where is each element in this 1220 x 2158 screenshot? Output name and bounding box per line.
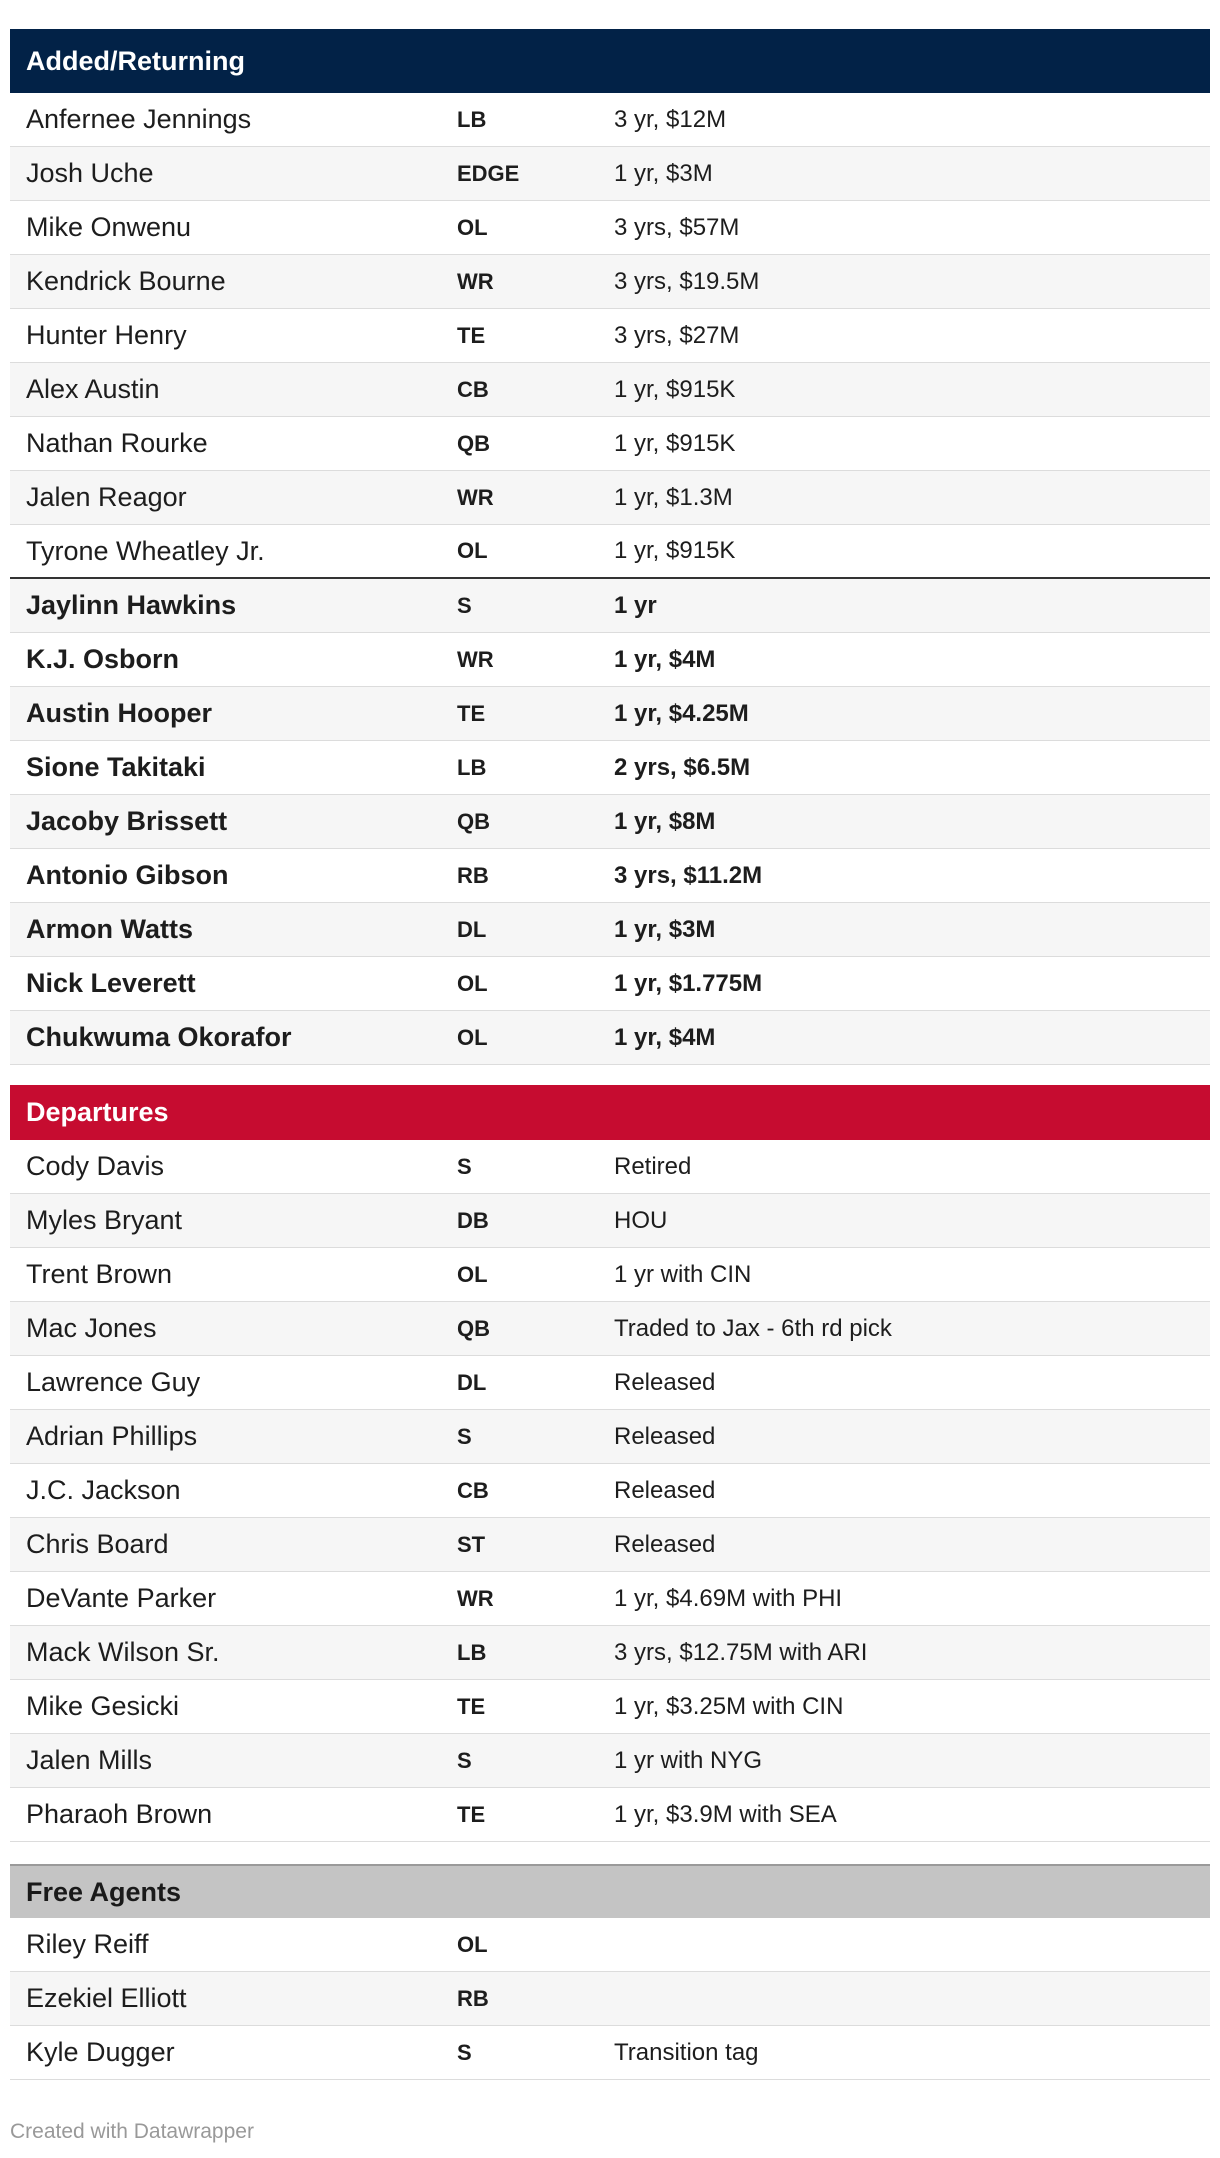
contract-detail: 1 yr, $3.25M with CIN — [614, 1692, 844, 1720]
table-row — [10, 633, 1210, 687]
contract-detail: 1 yr, $4.69M with PHI — [614, 1584, 843, 1612]
table-row — [10, 795, 1210, 849]
player-name: Hunter Henry — [26, 320, 187, 350]
table-row — [10, 1518, 1210, 1572]
table-row — [10, 1140, 1210, 1194]
contract-detail: 1 yr with CIN — [614, 1260, 752, 1288]
table-row — [10, 1410, 1210, 1464]
player-name: Ezekiel Elliott — [26, 1983, 187, 2013]
player-position: S — [457, 1423, 472, 1449]
table-row — [10, 1194, 1210, 1248]
contract-detail: 1 yr, $4.25M — [614, 699, 749, 727]
player-position: OL — [457, 538, 488, 563]
contract-detail: 3 yrs, $57M — [614, 213, 740, 241]
player-name: Jacoby Brissett — [26, 806, 228, 836]
player-position: OL — [457, 214, 488, 240]
section-body-free-agents — [10, 1918, 1210, 2080]
table-row — [10, 1572, 1210, 1626]
player-name: Nathan Rourke — [26, 428, 208, 458]
player-position: QB — [457, 430, 490, 456]
player-position: RB — [457, 862, 489, 888]
table-row — [10, 1248, 1210, 1302]
contract-detail: Retired — [614, 1152, 692, 1180]
player-name: Nick Leverett — [26, 968, 196, 998]
table-row — [10, 1626, 1210, 1680]
player-name: Kendrick Bourne — [26, 266, 226, 296]
player-position: OL — [457, 1261, 488, 1287]
player-name: Tyrone Wheatley Jr. — [26, 535, 265, 566]
table-row — [10, 687, 1210, 741]
player-position: DL — [457, 1369, 487, 1395]
contract-detail: 1 yr, $915K — [614, 429, 736, 457]
contract-detail: 1 yr, $3.9M with SEA — [614, 1800, 837, 1828]
player-name: Mike Gesicki — [26, 1691, 180, 1721]
player-name: Riley Reiff — [26, 1929, 149, 1959]
contract-detail: Traded to Jax - 6th rd pick — [614, 1314, 892, 1342]
player-name: Mack Wilson Sr. — [26, 1637, 220, 1667]
table-row — [10, 309, 1210, 363]
contract-detail: 3 yr, $12M — [614, 105, 727, 133]
player-name: Adrian Phillips — [26, 1421, 198, 1451]
contract-detail: 3 yrs, $12.75M with ARI — [614, 1638, 868, 1666]
table-row — [10, 1302, 1210, 1356]
player-name: Kyle Dugger — [26, 2037, 175, 2067]
table-row — [10, 957, 1210, 1011]
contract-detail: 1 yr, $915K — [614, 375, 736, 403]
table-row — [10, 1356, 1210, 1410]
player-position: TE — [457, 322, 486, 348]
section-title: Departures — [26, 1097, 169, 1127]
contract-detail: 1 yr with NYG — [614, 1746, 763, 1774]
table-row — [10, 147, 1210, 201]
section-body-departures — [10, 1140, 1210, 1842]
player-position: ST — [457, 1531, 486, 1557]
player-position: WR — [457, 646, 494, 672]
player-name: Trent Brown — [26, 1259, 173, 1289]
table-row — [10, 93, 1210, 147]
contract-detail: Released — [614, 1368, 716, 1396]
contract-detail: 1 yr — [614, 591, 657, 619]
contract-detail: 1 yr, $4M — [614, 645, 716, 673]
contract-detail: Released — [614, 1422, 716, 1450]
player-name: K.J. Osborn — [26, 644, 180, 674]
player-name: DeVante Parker — [26, 1583, 217, 1613]
table-row — [10, 1734, 1210, 1788]
contract-detail: 1 yr, $4M — [614, 1023, 716, 1051]
player-name: Cody Davis — [26, 1151, 165, 1181]
player-position: LB — [457, 106, 487, 132]
player-name: Lawrence Guy — [26, 1367, 201, 1397]
player-name: Jaylinn Hawkins — [26, 590, 237, 620]
player-position: S — [457, 592, 472, 618]
contract-detail: Transition tag — [614, 2038, 759, 2066]
player-position: EDGE — [457, 160, 520, 186]
table-row — [10, 2026, 1210, 2080]
player-position: TE — [457, 1693, 486, 1719]
contract-detail: 1 yr, $8M — [614, 807, 716, 835]
contract-detail: Released — [614, 1476, 716, 1504]
table-row — [10, 849, 1210, 903]
player-position: TE — [457, 700, 486, 726]
player-position: DB — [457, 1207, 489, 1233]
section-header-added — [10, 29, 1210, 93]
table-row — [10, 471, 1210, 525]
player-name: Armon Watts — [26, 914, 193, 944]
player-name: J.C. Jackson — [26, 1475, 181, 1505]
player-position: CB — [457, 1477, 489, 1503]
table-row — [10, 255, 1210, 309]
player-name: Jalen Reagor — [26, 482, 187, 512]
section-header-free-agents — [10, 1864, 1210, 1918]
player-position: RB — [457, 1985, 489, 2011]
player-position: WR — [457, 1585, 494, 1611]
table-row — [10, 1680, 1210, 1734]
section-body-added — [10, 93, 1210, 1065]
table-row — [10, 363, 1210, 417]
player-position: OL — [457, 1931, 488, 1957]
player-position: QB — [457, 808, 490, 834]
player-name: Mike Onwenu — [26, 212, 192, 242]
player-name: Mac Jones — [26, 1313, 157, 1343]
player-name: Austin Hooper — [26, 698, 212, 728]
player-position: QB — [457, 1315, 490, 1341]
player-position: WR — [457, 268, 494, 294]
player-name: Myles Bryant — [26, 1205, 183, 1235]
player-position: LB — [457, 754, 487, 780]
player-position: LB — [457, 1639, 487, 1665]
player-position: S — [457, 2039, 472, 2065]
player-name: Chris Board — [26, 1529, 169, 1559]
contract-detail: 1 yr, $1.3M — [614, 483, 733, 511]
contract-detail: 3 yrs, $11.2M — [614, 861, 763, 889]
roster-table — [10, 29, 1210, 2080]
player-name: Josh Uche — [26, 158, 154, 188]
player-position: OL — [457, 1024, 488, 1050]
table-row — [10, 1011, 1210, 1065]
player-name: Antonio Gibson — [26, 860, 229, 890]
player-position: CB — [457, 376, 489, 402]
player-position: OL — [457, 970, 488, 996]
section-title: Free Agents — [26, 1876, 182, 1907]
contract-detail: 3 yrs, $27M — [614, 321, 740, 349]
player-position: S — [457, 1747, 472, 1773]
player-name: Pharaoh Brown — [26, 1799, 213, 1829]
table-row — [10, 417, 1210, 471]
table-row — [10, 579, 1210, 633]
contract-detail: HOU — [614, 1206, 668, 1234]
contract-detail: 3 yrs, $19.5M — [614, 267, 760, 295]
player-name: Anfernee Jennings — [26, 104, 252, 134]
table-row — [10, 1972, 1210, 2026]
footer-credit: Created with Datawrapper — [10, 2120, 254, 2143]
section-header-departures — [10, 1085, 1210, 1140]
table-row — [10, 525, 1210, 579]
player-name: Chukwuma Okorafor — [26, 1022, 292, 1052]
contract-detail: 2 yrs, $6.5M — [614, 753, 751, 781]
table-row — [10, 903, 1210, 957]
player-position: DL — [457, 916, 487, 942]
table-row — [10, 201, 1210, 255]
player-position: TE — [457, 1801, 486, 1827]
contract-detail: 1 yr, $3M — [614, 915, 716, 943]
table-row — [10, 741, 1210, 795]
contract-detail: 1 yr, $1.775M — [614, 969, 763, 997]
contract-detail: 1 yr, $3M — [614, 159, 713, 187]
table-row — [10, 1918, 1210, 1972]
player-name: Alex Austin — [26, 374, 160, 404]
player-name: Sione Takitaki — [26, 752, 206, 782]
player-position: S — [457, 1153, 472, 1179]
table-row — [10, 1464, 1210, 1518]
section-title: Added/Returning — [26, 45, 245, 76]
player-name: Jalen Mills — [26, 1745, 153, 1775]
contract-detail: 1 yr, $915K — [614, 537, 736, 564]
player-position: WR — [457, 484, 494, 510]
contract-detail: Released — [614, 1530, 716, 1558]
table-row — [10, 1788, 1210, 1842]
